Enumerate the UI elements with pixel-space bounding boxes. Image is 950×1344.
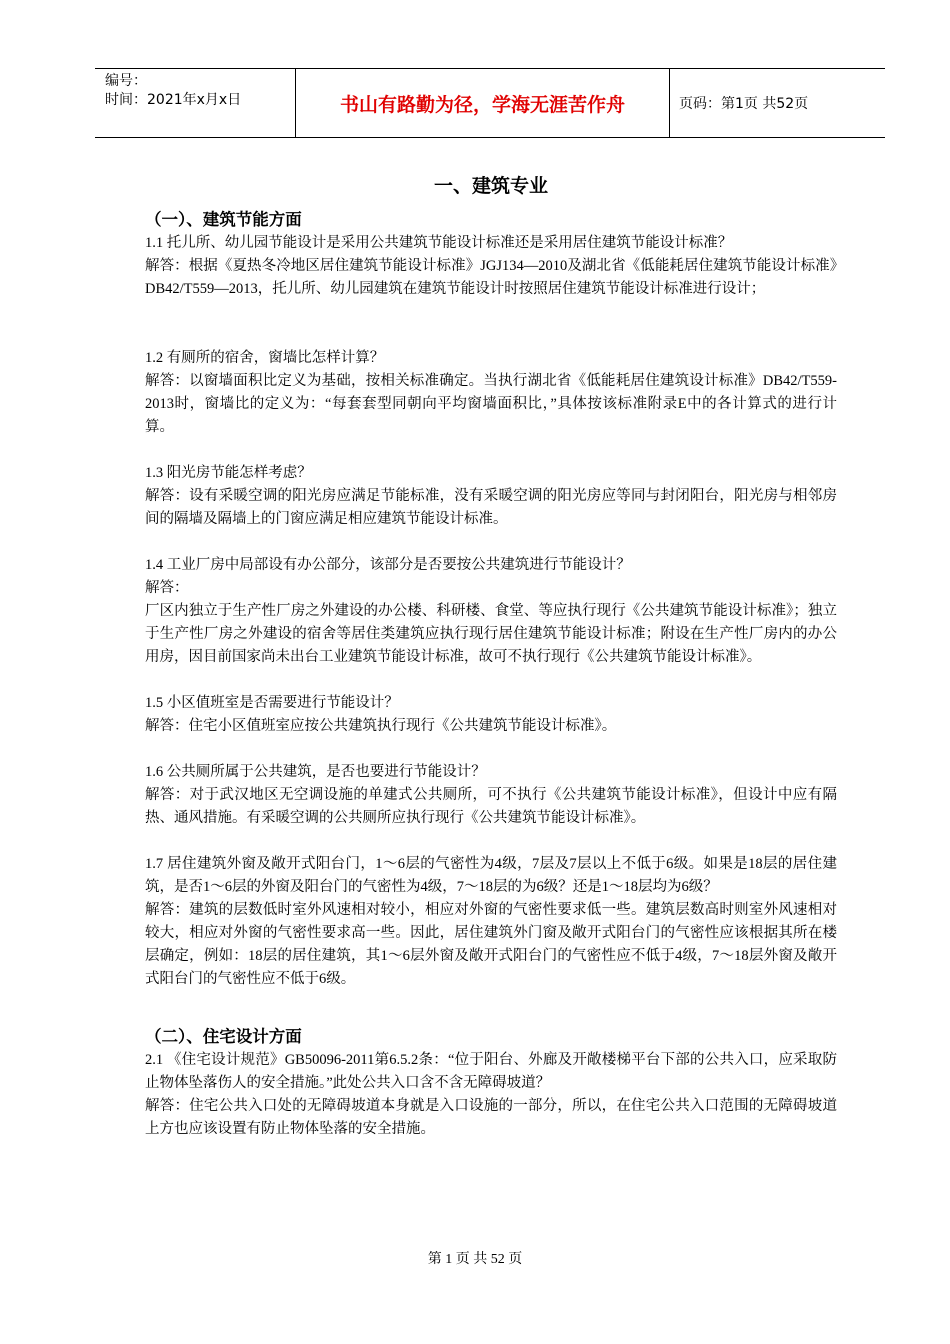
- header-page-label: 页码：第1页 共52页: [679, 96, 809, 112]
- document-body: [145, 170, 837, 1141]
- document-title: 一、建筑专业: [433, 175, 548, 197]
- header-motto: 书山有路勤为径，学海无涯苦作舟: [296, 69, 670, 137]
- question-2-1: 2.1 《住宅设计规范》GB50096-2011第6.5.2条：“位于阳台、外廊及开敞楼梯平台下部的公共入口，应采取防止物体坠落伤人的安全措施。”此处公共入口含不含无障碍坡道？: [145, 1052, 837, 1091]
- question-1-7: 1.7 居住建筑外窗及敞开式阳台门，1～6层的气密性为4级，7层及7层以上不低于6级。如果是18层的居住建筑，是否1～6层的外窗及阳台门的气密性为4级，7～18层的为6级？还是1～18层均为6级？: [145, 856, 837, 895]
- question-1-5: 1.5 小区值班室是否需要进行节能设计？: [145, 695, 399, 711]
- question-1-3: 1.3 阳光房节能怎样考虑？: [145, 465, 312, 481]
- question-1-2: 1.2 有厕所的宿舍，窗墙比怎样计算？: [145, 350, 385, 366]
- number-label: 编号：: [105, 73, 147, 89]
- answer-1-5: 解答：住宅小区值班室应按公共建筑执行现行《公共建筑节能设计标准》。: [145, 718, 617, 734]
- answer-1-2: 解答：以窗墙面积比定义为基础，按相关标准确定。当执行湖北省《低能耗居住建筑设计标准》DB42/T559-2013时，窗墙比的定义为：“每套套型同朝向平均窗墙面积比，”具体按该标准附录E中的各计算式的进行计算。: [145, 373, 837, 435]
- time-label: 时间：2021年x月x日: [105, 92, 242, 108]
- answer-2-1: 解答：住宅公共入口处的无障碍坡道本身就是入口设施的一部分，所以，在住宅公共入口范围的无障碍坡道上方也应该设置有防止物体坠落的安全措施。: [145, 1098, 837, 1137]
- question-1-1: 1.1 托儿所、幼儿园节能设计是采用公共建筑节能设计标准还是采用居住建筑节能设计标准？: [145, 235, 733, 251]
- question-1-6: 1.6 公共厕所属于公共建筑，是否也要进行节能设计？: [145, 764, 486, 780]
- answer-1-7: 解答：建筑的层数低时室外风速相对较小，相应对外窗的气密性要求低一些。建筑层数高时则室外风速相对较大，相应对外窗的气密性要求高一些。因此，居住建筑外门窗及敞开式阳台门的气密性应该根据其所在楼层确定，例如：18层的居住建筑，其1～6层外窗及敞开式阳台门的气密性应不低于4级，7～18层外窗及敞开式阳台门的气密性应不低于6级。: [145, 902, 837, 987]
- page-footer: 第 1 页 共 52 页: [427, 1252, 523, 1267]
- answer-1-4: 厂区内独立于生产性厂房之外建设的办公楼、科研楼、食堂、等应执行现行《公共建筑节能设计标准》；独立于生产性厂房之外建设的宿舍等居住类建筑应执行现行居住建筑节能设计标准；附设在生产性厂房内的办公用房，因目前国家尚未出台工业建筑节能设计标准，故可不执行现行《公共建筑节能设计标准》。: [145, 603, 837, 665]
- answer-1-6: 解答：对于武汉地区无空调设施的单建式公共厕所，可不执行《公共建筑节能设计标准》，但设计中应有隔热、通风措施。有采暖空调的公共厕所应执行现行《公共建筑节能设计标准》。: [145, 787, 837, 826]
- question-1-4: 1.4 工业厂房中局部设有办公部分，该部分是否要按公共建筑进行节能设计？: [145, 557, 631, 573]
- page-header: [95, 68, 885, 138]
- answer-1-4-label: 解答：: [145, 580, 189, 596]
- section-title-energy: （一）、建筑节能方面: [145, 210, 302, 229]
- answer-1-3: 解答：设有采暖空调的阳光房应满足节能标准，没有采暖空调的阳光房应等同与封闭阳台，阳光房与相邻房间的隔墙及隔墙上的门窗应满足相应建筑节能设计标准。: [145, 488, 837, 527]
- section-title-residential: （二）、住宅设计方面: [145, 1027, 302, 1046]
- answer-1-1: 解答：根据《夏热冬冷地区居住建筑节能设计标准》JGJ134—2010及湖北省《低能耗居住建筑节能设计标准》DB42/T559—2013，托儿所、幼儿园建筑在建筑节能设计时按照居住建筑节能设计标准进行设计；: [145, 258, 837, 297]
- header-info-cell: [95, 69, 296, 137]
